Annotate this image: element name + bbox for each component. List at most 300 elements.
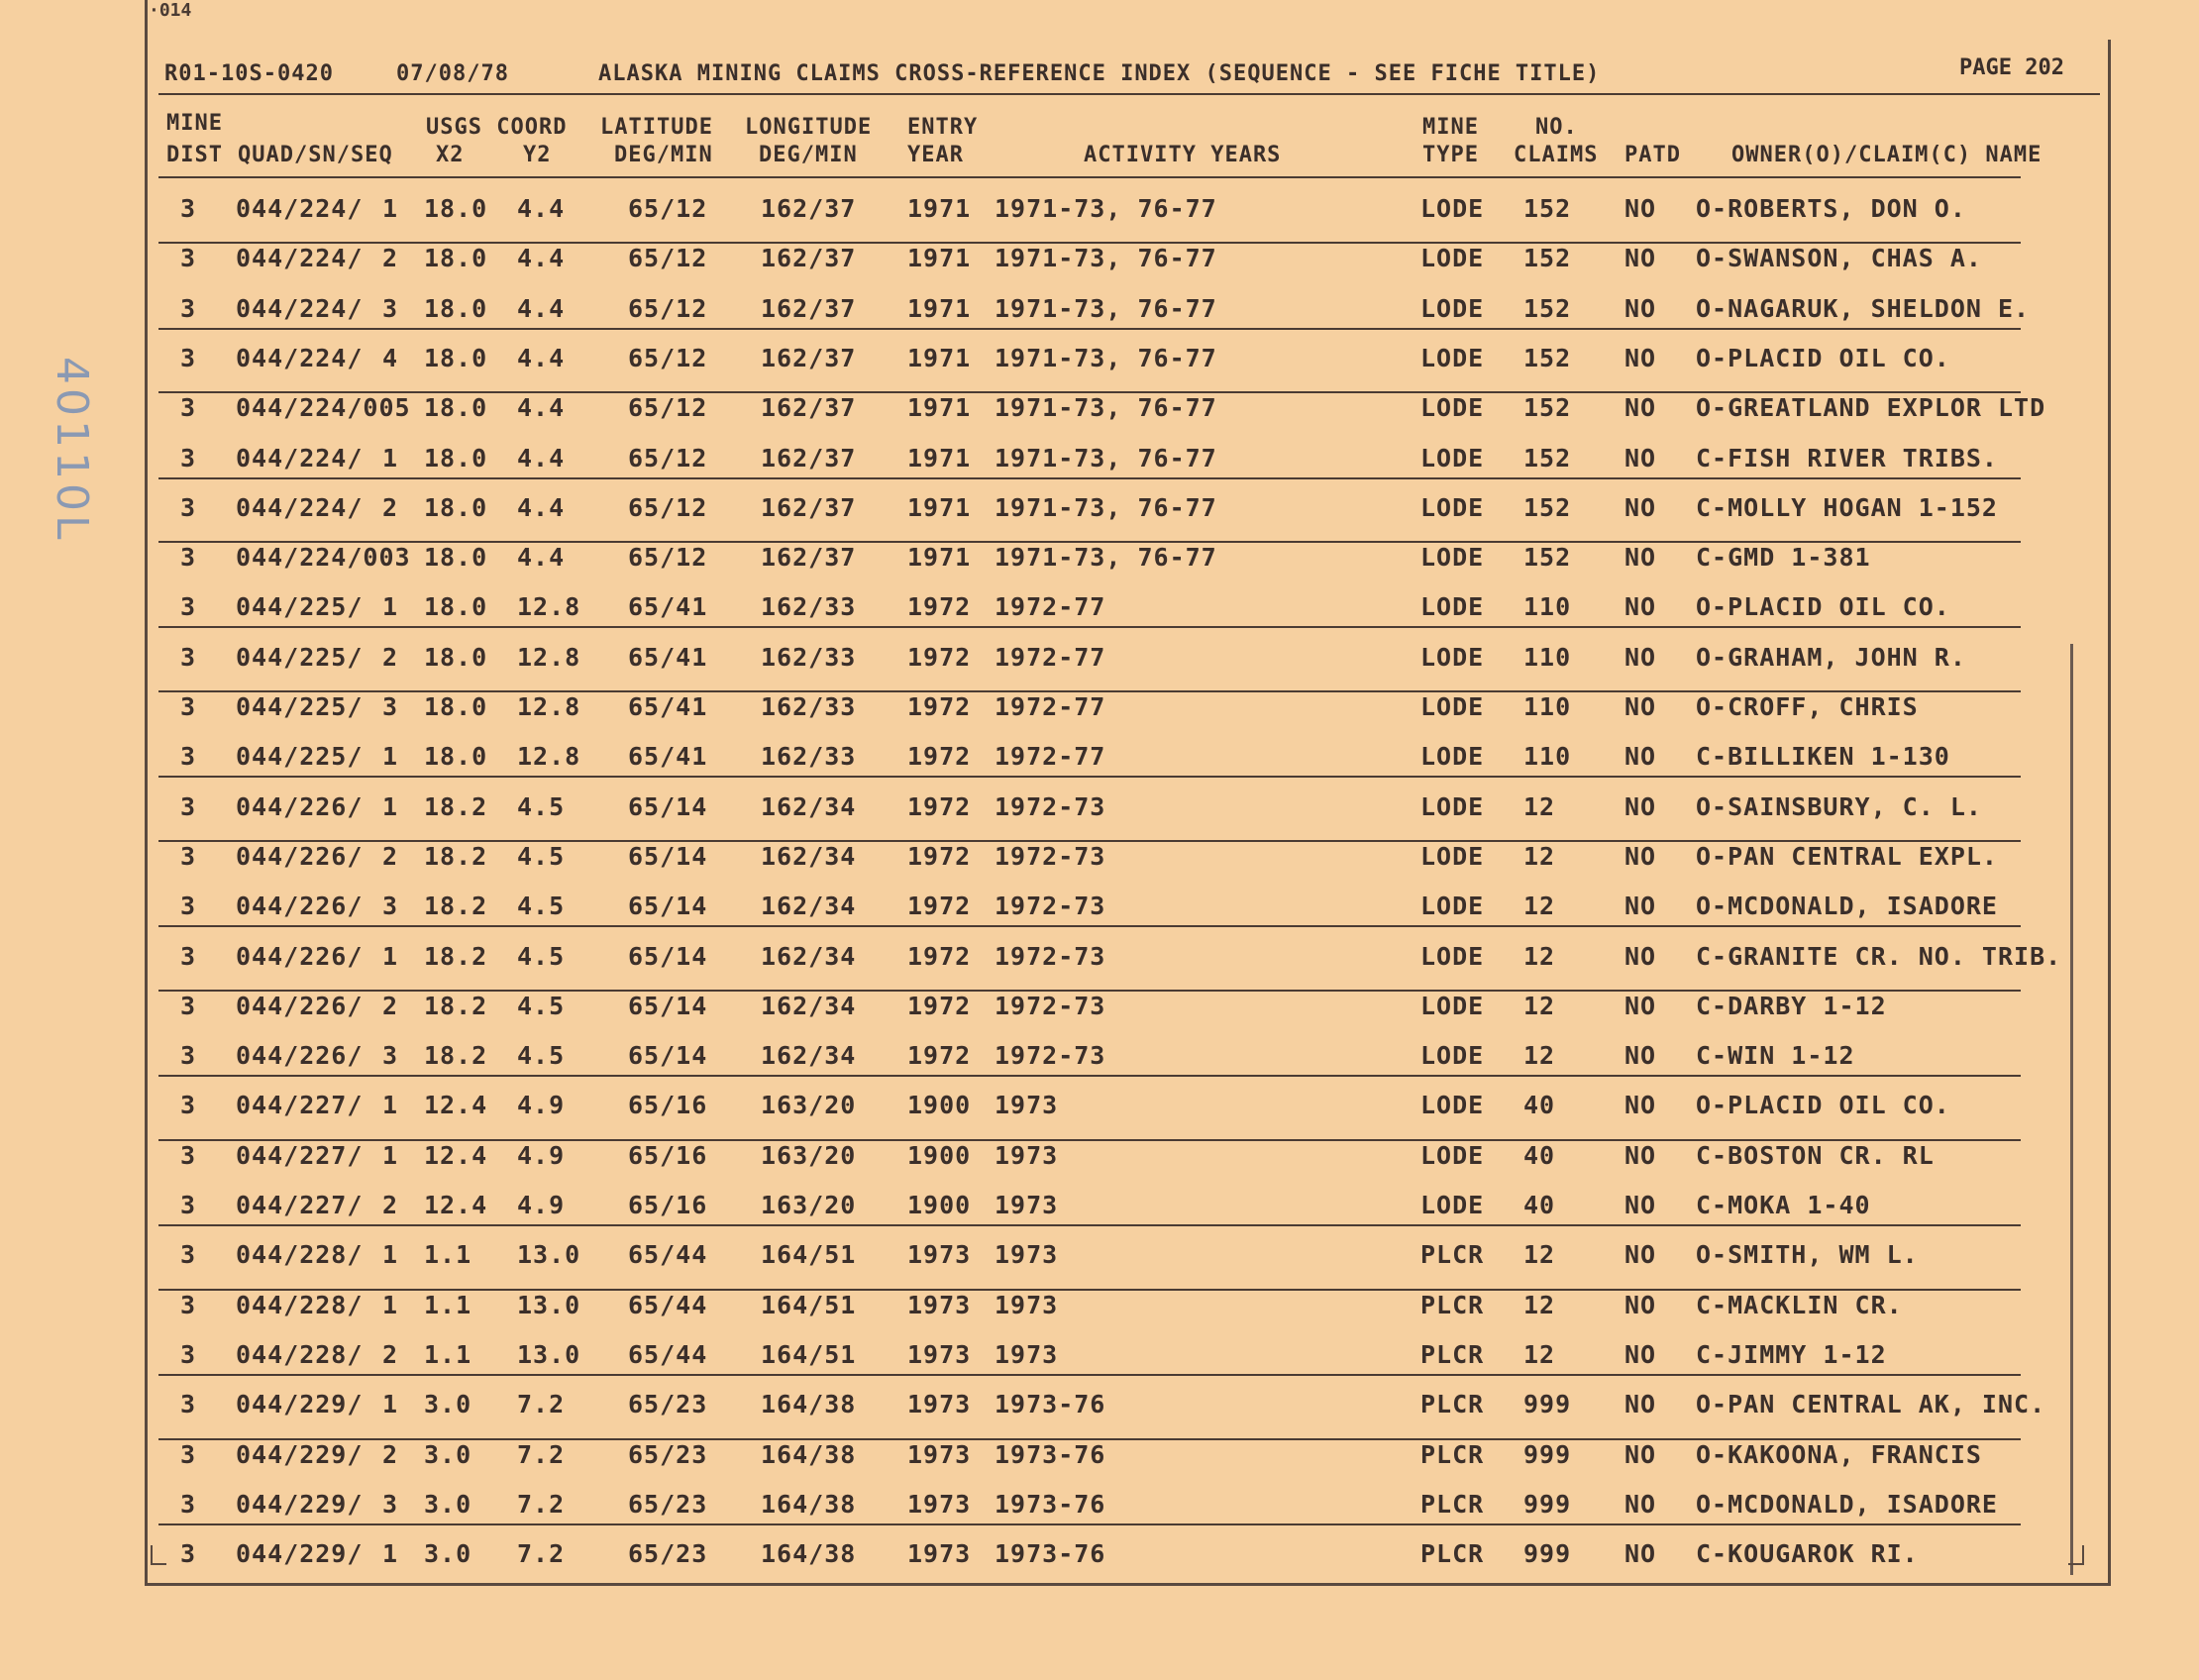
col-latitude-2: DEG/MIN xyxy=(614,143,713,167)
patd-cell: NO xyxy=(1624,492,1657,522)
page-number: PAGE 202 xyxy=(1959,55,2064,80)
patd-cell: NO xyxy=(1624,293,1657,323)
quad-cell: 044/228/ xyxy=(236,1240,364,1270)
y2-cell: 4.4 xyxy=(517,194,566,223)
owner-claim-name-cell: O-GREATLAND EXPLOR LTD xyxy=(1696,393,2046,423)
entry-year-cell: 1971 xyxy=(907,194,972,223)
seq-cell: 1 xyxy=(382,1290,399,1319)
activity-years-cell: 1971-73, 76-77 xyxy=(995,293,1217,323)
table-row xyxy=(0,485,2199,535)
dist-cell: 3 xyxy=(180,1140,197,1170)
mine-type-cell: PLCR xyxy=(1420,1339,1485,1369)
activity-years-cell: 1972-77 xyxy=(995,742,1106,772)
owner-claim-name-cell: O-PLACID OIL CO. xyxy=(1696,1091,1950,1120)
activity-years-cell: 1972-73 xyxy=(995,892,1106,921)
table-row xyxy=(0,336,2199,385)
patd-cell: NO xyxy=(1624,642,1657,672)
x2-cell: 18.0 xyxy=(424,443,488,472)
col-usgs-coord: USGS COORD xyxy=(426,115,568,140)
longitude-cell: 162/34 xyxy=(761,941,857,971)
latitude-cell: 65/41 xyxy=(628,642,708,672)
mine-type-cell: PLCR xyxy=(1420,1390,1485,1419)
table-row xyxy=(0,1033,2199,1083)
y2-cell: 7.2 xyxy=(517,1390,566,1419)
x2-cell: 12.4 xyxy=(424,1191,488,1219)
table-row xyxy=(0,186,2199,236)
mine-type-cell: PLCR xyxy=(1420,1290,1485,1319)
longitude-cell: 162/34 xyxy=(761,892,857,921)
seq-cell: 1 xyxy=(382,791,399,821)
entry-year-cell: 1972 xyxy=(907,692,972,721)
latitude-cell: 65/23 xyxy=(628,1439,708,1469)
patd-cell: NO xyxy=(1624,791,1657,821)
owner-claim-name-cell: C-GRANITE CR. NO. TRIB. xyxy=(1696,941,2062,971)
seq-cell: 1 xyxy=(382,1539,399,1569)
dist-cell: 3 xyxy=(180,892,197,921)
activity-years-cell: 1973-76 xyxy=(995,1390,1106,1419)
latitude-cell: 65/14 xyxy=(628,991,708,1020)
claims-count-cell: 999 xyxy=(1523,1489,1572,1519)
mine-type-cell: LODE xyxy=(1420,194,1485,223)
entry-year-cell: 1973 xyxy=(907,1489,972,1519)
row-rule xyxy=(158,776,2021,778)
table-row xyxy=(0,1133,2199,1183)
claims-count-cell: 12 xyxy=(1523,791,1556,821)
col-y2: Y2 xyxy=(523,143,552,167)
dist-cell: 3 xyxy=(180,592,197,622)
claims-count-cell: 110 xyxy=(1523,692,1572,721)
latitude-cell: 65/14 xyxy=(628,791,708,821)
seq-cell: 2 xyxy=(382,991,399,1020)
table-row xyxy=(0,1432,2199,1482)
dist-cell: 3 xyxy=(180,1539,197,1569)
quad-cell: 044/224/ xyxy=(236,244,364,273)
owner-claim-name-cell: C-BILLIKEN 1-130 xyxy=(1696,742,1950,772)
mine-type-cell: LODE xyxy=(1420,1140,1485,1170)
mine-type-cell: LODE xyxy=(1420,492,1485,522)
activity-years-cell: 1973-76 xyxy=(995,1539,1106,1569)
table-row xyxy=(0,635,2199,684)
activity-years-cell: 1973 xyxy=(995,1339,1059,1369)
longitude-cell: 162/37 xyxy=(761,343,857,372)
row-rule xyxy=(158,1374,2021,1376)
claims-count-cell: 12 xyxy=(1523,1240,1556,1270)
patd-cell: NO xyxy=(1624,1240,1657,1270)
quad-cell: 044/225/ xyxy=(236,692,364,721)
x2-cell: 18.0 xyxy=(424,642,488,672)
mine-type-cell: LODE xyxy=(1420,692,1485,721)
table-row xyxy=(0,984,2199,1033)
activity-years-cell: 1973 xyxy=(995,1191,1059,1219)
owner-claim-name-cell: O-GRAHAM, JOHN R. xyxy=(1696,642,1966,672)
activity-years-cell: 1971-73, 76-77 xyxy=(995,343,1217,372)
longitude-cell: 162/37 xyxy=(761,543,857,573)
table-row xyxy=(0,1382,2199,1431)
entry-year-cell: 1900 xyxy=(907,1140,972,1170)
x2-cell: 1.1 xyxy=(424,1290,472,1319)
claims-count-cell: 12 xyxy=(1523,941,1556,971)
dist-cell: 3 xyxy=(180,343,197,372)
header-rule xyxy=(158,93,2100,95)
entry-year-cell: 1971 xyxy=(907,543,972,573)
report-title: ALASKA MINING CLAIMS CROSS-REFERENCE INDEX (SEQUENCE - SEE FICHE TITLE) xyxy=(598,61,1601,86)
claims-count-cell: 152 xyxy=(1523,443,1572,472)
dist-cell: 3 xyxy=(180,1439,197,1469)
longitude-cell: 164/38 xyxy=(761,1390,857,1419)
row-rule xyxy=(158,477,2021,479)
longitude-cell: 162/37 xyxy=(761,293,857,323)
seq-cell: 1 xyxy=(382,194,399,223)
owner-claim-name-cell: O-PAN CENTRAL EXPL. xyxy=(1696,841,1998,871)
x2-cell: 3.0 xyxy=(424,1489,472,1519)
x2-cell: 18.2 xyxy=(424,892,488,921)
claims-count-cell: 110 xyxy=(1523,642,1572,672)
activity-years-cell: 1971-73, 76-77 xyxy=(995,492,1217,522)
entry-year-cell: 1972 xyxy=(907,941,972,971)
quad-cell: 044/226/ xyxy=(236,841,364,871)
latitude-cell: 65/12 xyxy=(628,443,708,472)
row-rule xyxy=(158,626,2021,628)
latitude-cell: 65/16 xyxy=(628,1140,708,1170)
activity-years-cell: 1973-76 xyxy=(995,1439,1106,1469)
seq-cell: 2 xyxy=(382,492,399,522)
table-row xyxy=(0,884,2199,933)
quad-cell: 044/224/ xyxy=(236,492,364,522)
dist-cell: 3 xyxy=(180,941,197,971)
claims-count-cell: 40 xyxy=(1523,1140,1556,1170)
claims-count-cell: 12 xyxy=(1523,991,1556,1020)
x2-cell: 1.1 xyxy=(424,1339,472,1369)
dist-cell: 3 xyxy=(180,393,197,423)
x2-cell: 3.0 xyxy=(424,1439,472,1469)
activity-years-cell: 1971-73, 76-77 xyxy=(995,443,1217,472)
longitude-cell: 164/51 xyxy=(761,1290,857,1319)
dist-cell: 3 xyxy=(180,1240,197,1270)
col-entry-1: ENTRY xyxy=(907,115,979,140)
activity-years-cell: 1971-73, 76-77 xyxy=(995,393,1217,423)
claims-count-cell: 999 xyxy=(1523,1539,1572,1569)
dist-cell: 3 xyxy=(180,244,197,273)
quad-cell: 044/225/ xyxy=(236,742,364,772)
y2-cell: 4.9 xyxy=(517,1191,566,1219)
x2-cell: 18.0 xyxy=(424,393,488,423)
claims-count-cell: 152 xyxy=(1523,343,1572,372)
x2-cell: 18.2 xyxy=(424,991,488,1020)
latitude-cell: 65/14 xyxy=(628,892,708,921)
entry-year-cell: 1972 xyxy=(907,592,972,622)
seq-cell: 2 xyxy=(382,1439,399,1469)
table-row xyxy=(0,734,2199,784)
mine-type-cell: LODE xyxy=(1420,941,1485,971)
activity-years-cell: 1972-77 xyxy=(995,592,1106,622)
x2-cell: 18.0 xyxy=(424,244,488,273)
patd-cell: NO xyxy=(1624,941,1657,971)
latitude-cell: 65/12 xyxy=(628,343,708,372)
activity-years-cell: 1973 xyxy=(995,1140,1059,1170)
activity-years-cell: 1973 xyxy=(995,1091,1059,1120)
patd-cell: NO xyxy=(1624,244,1657,273)
seq-cell: 3 xyxy=(382,1489,399,1519)
claims-count-cell: 40 xyxy=(1523,1191,1556,1219)
owner-claim-name-cell: C-WIN 1-12 xyxy=(1696,1041,1855,1071)
dist-cell: 3 xyxy=(180,492,197,522)
mine-type-cell: PLCR xyxy=(1420,1439,1485,1469)
top-mark: ·014 xyxy=(149,0,192,21)
patd-cell: NO xyxy=(1624,1489,1657,1519)
entry-year-cell: 1900 xyxy=(907,1191,972,1219)
seq-cell: 1 xyxy=(382,443,399,472)
claims-count-cell: 152 xyxy=(1523,492,1572,522)
entry-year-cell: 1972 xyxy=(907,991,972,1020)
owner-claim-name-cell: C-MOKA 1-40 xyxy=(1696,1191,1871,1219)
x2-cell: 18.0 xyxy=(424,293,488,323)
owner-claim-name-cell: C-FISH RIVER TRIBS. xyxy=(1696,443,1998,472)
x2-cell: 18.0 xyxy=(424,492,488,522)
x2-cell: 18.0 xyxy=(424,343,488,372)
activity-years-cell: 1971-73, 76-77 xyxy=(995,194,1217,223)
entry-year-cell: 1973 xyxy=(907,1339,972,1369)
latitude-cell: 65/16 xyxy=(628,1191,708,1219)
patd-cell: NO xyxy=(1624,1290,1657,1319)
x2-cell: 18.0 xyxy=(424,194,488,223)
quad-cell: 044/227/ xyxy=(236,1091,364,1120)
mine-type-cell: LODE xyxy=(1420,642,1485,672)
claims-count-cell: 12 xyxy=(1523,1290,1556,1319)
patd-cell: NO xyxy=(1624,892,1657,921)
patd-cell: NO xyxy=(1624,543,1657,573)
x2-cell: 18.2 xyxy=(424,941,488,971)
entry-year-cell: 1972 xyxy=(907,892,972,921)
quad-cell: 044/224/ xyxy=(236,443,364,472)
longitude-cell: 164/38 xyxy=(761,1489,857,1519)
x2-cell: 18.0 xyxy=(424,692,488,721)
table-row xyxy=(0,385,2199,435)
dist-cell: 3 xyxy=(180,1489,197,1519)
seq-cell: 2 xyxy=(382,1339,399,1369)
y2-cell: 4.5 xyxy=(517,991,566,1020)
y2-cell: 4.4 xyxy=(517,343,566,372)
row-rule xyxy=(158,541,2021,543)
table-row xyxy=(0,684,2199,734)
dist-cell: 3 xyxy=(180,742,197,772)
quad-cell: 044/226/ xyxy=(236,991,364,1020)
frame-bottom-border xyxy=(145,1583,2111,1586)
longitude-cell: 162/33 xyxy=(761,642,857,672)
y2-cell: 4.9 xyxy=(517,1091,566,1120)
claims-count-cell: 12 xyxy=(1523,892,1556,921)
row-rule xyxy=(158,1289,2021,1291)
longitude-cell: 162/34 xyxy=(761,841,857,871)
entry-year-cell: 1971 xyxy=(907,393,972,423)
dist-cell: 3 xyxy=(180,642,197,672)
claims-count-cell: 152 xyxy=(1523,543,1572,573)
entry-year-cell: 1972 xyxy=(907,1041,972,1071)
y2-cell: 4.4 xyxy=(517,244,566,273)
longitude-cell: 162/33 xyxy=(761,692,857,721)
seq-cell: 3 xyxy=(382,293,399,323)
patd-cell: NO xyxy=(1624,742,1657,772)
latitude-cell: 65/12 xyxy=(628,244,708,273)
quad-cell: 044/226/ xyxy=(236,791,364,821)
entry-year-cell: 1900 xyxy=(907,1091,972,1120)
mine-type-cell: LODE xyxy=(1420,443,1485,472)
longitude-cell: 162/37 xyxy=(761,194,857,223)
row-rule xyxy=(158,242,2021,244)
quad-cell: 044/224/ xyxy=(236,194,364,223)
activity-years-cell: 1971-73, 76-77 xyxy=(995,244,1217,273)
quad-cell: 044/229/ xyxy=(236,1489,364,1519)
seq-cell: 1 xyxy=(382,1240,399,1270)
row-rule xyxy=(158,1139,2021,1141)
mine-type-cell: LODE xyxy=(1420,841,1485,871)
seq-cell: 4 xyxy=(382,343,399,372)
patd-cell: NO xyxy=(1624,592,1657,622)
patd-cell: NO xyxy=(1624,1191,1657,1219)
col-claims-1: NO. xyxy=(1535,115,1578,140)
x2-cell: 18.2 xyxy=(424,1041,488,1071)
y2-cell: 7.2 xyxy=(517,1489,566,1519)
report-id: R01-10S-0420 xyxy=(164,61,334,86)
claims-count-cell: 152 xyxy=(1523,293,1572,323)
owner-claim-name-cell: O-SAINSBURY, C. L. xyxy=(1696,791,1982,821)
x2-cell: 18.0 xyxy=(424,592,488,622)
longitude-cell: 162/37 xyxy=(761,443,857,472)
mine-type-cell: LODE xyxy=(1420,791,1485,821)
dist-cell: 3 xyxy=(180,692,197,721)
latitude-cell: 65/12 xyxy=(628,492,708,522)
entry-year-cell: 1972 xyxy=(907,642,972,672)
latitude-cell: 65/14 xyxy=(628,841,708,871)
mine-type-cell: LODE xyxy=(1420,892,1485,921)
row-rule xyxy=(158,1075,2021,1077)
table-row xyxy=(0,785,2199,834)
patd-cell: NO xyxy=(1624,1439,1657,1469)
col-x2: X2 xyxy=(436,143,465,167)
latitude-cell: 65/14 xyxy=(628,1041,708,1071)
owner-claim-name-cell: O-PLACID OIL CO. xyxy=(1696,343,1950,372)
col-activity-years: ACTIVITY YEARS xyxy=(1084,143,1282,167)
activity-years-cell: 1973 xyxy=(995,1240,1059,1270)
row-rule xyxy=(158,990,2021,992)
mine-type-cell: LODE xyxy=(1420,293,1485,323)
seq-cell: 1 xyxy=(382,1091,399,1120)
owner-claim-name-cell: C-DARBY 1-12 xyxy=(1696,991,1887,1020)
mine-type-cell: LODE xyxy=(1420,1041,1485,1071)
longitude-cell: 162/37 xyxy=(761,244,857,273)
y2-cell: 4.5 xyxy=(517,841,566,871)
patd-cell: NO xyxy=(1624,1140,1657,1170)
y2-cell: 4.4 xyxy=(517,443,566,472)
y2-cell: 4.4 xyxy=(517,492,566,522)
quad-cell: 044/226/ xyxy=(236,892,364,921)
claims-count-cell: 999 xyxy=(1523,1390,1572,1419)
quad-cell: 044/226/ xyxy=(236,1041,364,1071)
mine-type-cell: LODE xyxy=(1420,592,1485,622)
dist-cell: 3 xyxy=(180,443,197,472)
owner-claim-name-cell: O-MCDONALD, ISADORE xyxy=(1696,892,1998,921)
entry-year-cell: 1971 xyxy=(907,244,972,273)
y2-cell: 4.9 xyxy=(517,1140,566,1170)
patd-cell: NO xyxy=(1624,692,1657,721)
patd-cell: NO xyxy=(1624,841,1657,871)
patd-cell: NO xyxy=(1624,393,1657,423)
y2-cell: 4.5 xyxy=(517,1041,566,1071)
quad-cell: 044/224/005 xyxy=(236,393,411,423)
col-patd: PATD xyxy=(1624,143,1681,167)
latitude-cell: 65/44 xyxy=(628,1240,708,1270)
mine-type-cell: LODE xyxy=(1420,393,1485,423)
owner-claim-name-cell: O-CROFF, CHRIS xyxy=(1696,692,1919,721)
claims-count-cell: 110 xyxy=(1523,742,1572,772)
patd-cell: NO xyxy=(1624,443,1657,472)
x2-cell: 18.0 xyxy=(424,742,488,772)
entry-year-cell: 1973 xyxy=(907,1539,972,1569)
row-rule xyxy=(158,328,2021,330)
owner-claim-name-cell: O-KAKOONA, FRANCIS xyxy=(1696,1439,1982,1469)
quad-cell: 044/229/ xyxy=(236,1539,364,1569)
entry-year-cell: 1973 xyxy=(907,1240,972,1270)
quad-cell: 044/229/ xyxy=(236,1390,364,1419)
table-row xyxy=(0,1232,2199,1282)
owner-claim-name-cell: O-PAN CENTRAL AK, INC. xyxy=(1696,1390,2046,1419)
mine-type-cell: PLCR xyxy=(1420,1489,1485,1519)
owner-claim-name-cell: C-BOSTON CR. RL xyxy=(1696,1140,1935,1170)
longitude-cell: 164/38 xyxy=(761,1539,857,1569)
x2-cell: 18.2 xyxy=(424,791,488,821)
longitude-cell: 163/20 xyxy=(761,1091,857,1120)
table-row xyxy=(0,286,2199,336)
owner-claim-name-cell: O-SWANSON, CHAS A. xyxy=(1696,244,1982,273)
col-longitude-2: DEG/MIN xyxy=(759,143,858,167)
y2-cell: 4.5 xyxy=(517,941,566,971)
seq-cell: 3 xyxy=(382,692,399,721)
y2-cell: 12.8 xyxy=(517,642,581,672)
latitude-cell: 65/41 xyxy=(628,742,708,772)
patd-cell: NO xyxy=(1624,1041,1657,1071)
dist-cell: 3 xyxy=(180,1041,197,1071)
quad-cell: 044/227/ xyxy=(236,1140,364,1170)
patd-cell: NO xyxy=(1624,1339,1657,1369)
col-mine-dist-1: MINE xyxy=(166,111,223,136)
entry-year-cell: 1971 xyxy=(907,343,972,372)
claims-count-cell: 12 xyxy=(1523,1041,1556,1071)
seq-cell: 1 xyxy=(382,1390,399,1419)
patd-cell: NO xyxy=(1624,194,1657,223)
mine-type-cell: LODE xyxy=(1420,543,1485,573)
table-row xyxy=(0,1283,2199,1332)
latitude-cell: 65/23 xyxy=(628,1539,708,1569)
claims-count-cell: 152 xyxy=(1523,194,1572,223)
activity-years-cell: 1972-73 xyxy=(995,791,1106,821)
entry-year-cell: 1973 xyxy=(907,1439,972,1469)
seq-cell: 2 xyxy=(382,841,399,871)
latitude-cell: 65/23 xyxy=(628,1390,708,1419)
y2-cell: 7.2 xyxy=(517,1439,566,1469)
mine-type-cell: LODE xyxy=(1420,1091,1485,1120)
y2-cell: 13.0 xyxy=(517,1339,581,1369)
latitude-cell: 65/44 xyxy=(628,1290,708,1319)
col-quad: QUAD/SN/SEQ xyxy=(238,143,393,167)
claims-count-cell: 999 xyxy=(1523,1439,1572,1469)
latitude-cell: 65/16 xyxy=(628,1091,708,1120)
row-rule xyxy=(158,1224,2021,1226)
table-row xyxy=(0,535,2199,584)
patd-cell: NO xyxy=(1624,1091,1657,1120)
longitude-cell: 162/33 xyxy=(761,592,857,622)
col-mine-dist-2: DIST xyxy=(166,143,223,167)
y2-cell: 4.5 xyxy=(517,892,566,921)
mine-type-cell: LODE xyxy=(1420,244,1485,273)
